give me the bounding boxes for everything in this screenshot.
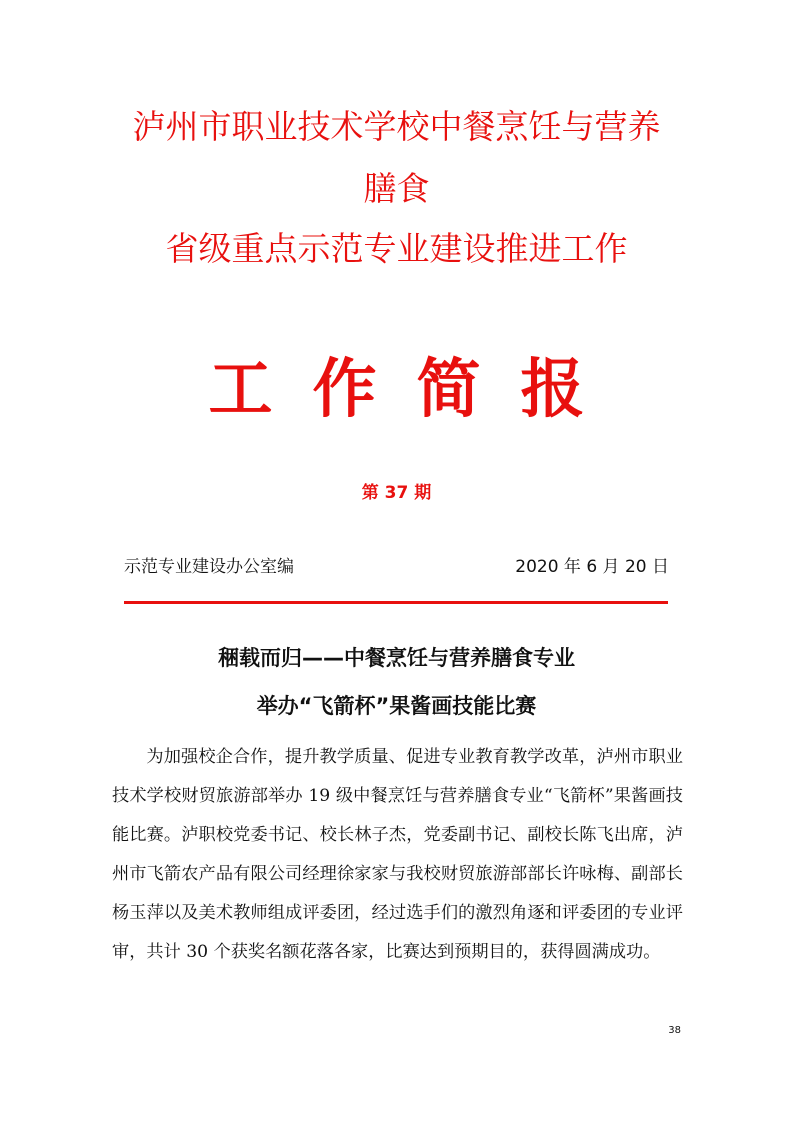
issue-number: 第 37 期 — [361, 483, 432, 503]
publish-date: 2020 年 6 月 20 日 — [515, 557, 669, 577]
bulletin-title: 工作简报 — [208, 353, 625, 427]
page-number: 38 — [668, 1025, 681, 1036]
header-title-line-2: 膳食 — [363, 169, 430, 208]
article-title-line-1: 稇载而归——中餐烹饪与营养膳食专业 — [218, 646, 575, 670]
editor-office: 示范专业建设办公室编 — [124, 557, 294, 577]
header-title-line-1: 泸州市职业技术学校中餐烹饪与营养 — [132, 107, 661, 146]
article-title-line-2: 举办“飞箭杯”果酱画技能比赛 — [256, 694, 537, 718]
red-divider — [124, 601, 668, 604]
article-body: 为加强校企合作，提升教学质量、促进专业教育教学改革，泸州市职业技术学校财贸旅游部举办 19 级中餐烹饪与营养膳食专业“飞箭杯”果酱画技能比赛。泸职校党委书记、校长林子杰，党委副书记、副校长陈飞出席，泸州市飞箭农产品有限公司经理徐家家与我校财贸旅游部部长许咏梅、副部长杨玉萍以及美术教师组成评委团，经过选手们的激烈角逐和评委团的专业评审，共计 30 个获奖名额花落各家，比赛达到预期目的，获得圆满成功。 — [112, 747, 683, 962]
header-title-line-3: 省级重点示范专业建设推进工作 — [165, 229, 628, 268]
